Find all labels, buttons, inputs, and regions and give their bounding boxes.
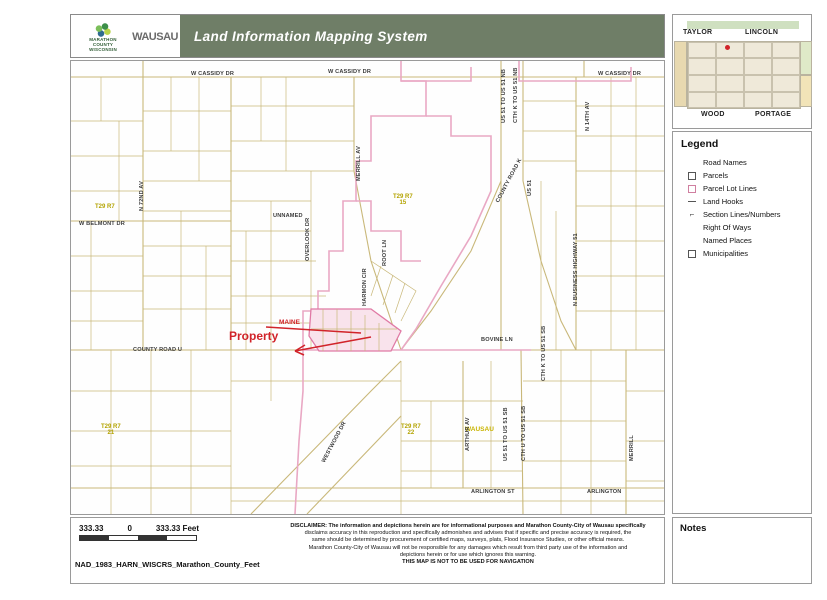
road-label-9: UNNAMED bbox=[273, 213, 303, 219]
named-places-symbol-icon bbox=[687, 236, 697, 246]
scale-seg-3 bbox=[138, 536, 167, 540]
scale-mid-value: 0 bbox=[127, 524, 132, 533]
road-label-10: US 51 TO US 51 NB bbox=[501, 68, 507, 123]
legend-label-right-of-ways: Right Of Ways bbox=[703, 223, 752, 232]
locator-cell bbox=[772, 75, 800, 92]
locator-label-portage: PORTAGE bbox=[755, 111, 792, 118]
locator-cell bbox=[716, 58, 744, 75]
legend-label-parcel-lot-lines: Parcel Lot Lines bbox=[703, 184, 757, 193]
locator-cell bbox=[688, 75, 716, 92]
locator-cell bbox=[772, 92, 800, 108]
locator-cell bbox=[744, 92, 772, 108]
disclaimer-line-2: disclaims accuracy in this reproduction and specifically admonishes and advises that if specific and precise accuracy is required, the bbox=[304, 530, 632, 537]
road-label-4: N 72ND AV bbox=[139, 181, 145, 211]
locator-label-wood: WOOD bbox=[701, 111, 725, 118]
wausau-logo-text: WAUSAU bbox=[132, 31, 178, 43]
road-label-15: N BUSINESS HIGHWAY 51 bbox=[573, 233, 579, 306]
locator-label-taylor: TAYLOR bbox=[683, 29, 713, 36]
township-label-3-line1: T29 R7 bbox=[101, 424, 121, 430]
page-title: Land Information Mapping System bbox=[194, 28, 428, 44]
scale-bar-group bbox=[77, 524, 272, 541]
locator-cell bbox=[772, 42, 800, 58]
legend-item-road-names bbox=[687, 156, 803, 169]
township-label-2-line1: T29 R7 bbox=[393, 194, 413, 200]
map-panel[interactable] bbox=[70, 60, 665, 515]
locator-cell bbox=[772, 58, 800, 75]
road-label-8: HARMON CIR bbox=[362, 268, 368, 306]
scale-bar bbox=[79, 535, 197, 541]
legend-panel bbox=[672, 131, 812, 514]
disclaimer-line-4: Marathon County-City of Wausau will not be responsible for any damages which result from third party use of the information and bbox=[308, 544, 628, 551]
notes-title: Notes bbox=[680, 523, 707, 534]
road-label-3: W BELMONT DR bbox=[79, 221, 125, 227]
locator-north-neighbor bbox=[687, 21, 799, 29]
notes-panel bbox=[672, 517, 812, 584]
leaf-logo-icon bbox=[93, 23, 113, 37]
legend-title: Legend bbox=[681, 138, 719, 150]
road-label-6: OVERLOOK DR bbox=[305, 217, 311, 261]
road-label-23: ARLINGTON ST bbox=[471, 489, 515, 495]
wausau-logo bbox=[133, 27, 177, 47]
locator-west-neighbor bbox=[674, 41, 687, 107]
property-annotation-label: Property bbox=[229, 329, 279, 343]
disclaimer-line-3: same should be determined by procurement of certified maps, surveys, plats, Flood Insurance Studies, or other official means. bbox=[311, 537, 625, 544]
road-label-21: WESTWOOD DR bbox=[321, 420, 348, 464]
legend-item-parcels bbox=[687, 169, 803, 182]
road-label-18: CTH K TO US 51 SB bbox=[541, 325, 547, 381]
road-label-13: COUNTY ROAD K bbox=[495, 157, 524, 204]
road-label-24: ARLINGTON bbox=[587, 489, 622, 495]
legend-label-road-names: Road Names bbox=[703, 158, 747, 167]
road-label-17: BOVINE LN bbox=[481, 337, 513, 343]
road-label-25: ARTHUR AV bbox=[465, 417, 471, 451]
legend-item-municipalities bbox=[687, 247, 803, 260]
marathon-county-logo bbox=[77, 19, 129, 55]
parcel-lot-lines-symbol-icon bbox=[687, 184, 697, 194]
township-label-4 bbox=[401, 424, 421, 436]
locator-cell bbox=[744, 75, 772, 92]
scale-left-value: 333.33 bbox=[79, 524, 104, 533]
road-label-2: W CASSIDY DR bbox=[598, 71, 642, 77]
logo-line-2: COUNTY bbox=[92, 41, 114, 47]
locator-cell bbox=[688, 58, 716, 75]
road-label-22: MERRILL bbox=[629, 435, 635, 461]
legend-label-parcels: Parcels bbox=[703, 171, 729, 180]
locator-cell bbox=[744, 58, 772, 75]
road-label-16: COUNTY ROAD U bbox=[133, 347, 183, 353]
locator-label-lincoln: LINCOLN bbox=[745, 29, 779, 36]
legend-label-land-hooks: Land Hooks bbox=[703, 197, 744, 206]
scale-seg-1 bbox=[80, 536, 109, 540]
scale-seg-4 bbox=[167, 536, 196, 540]
disclaimer-line-1: DISCLAIMER: The information and depictions herein are for informational purposes and Marathon County-City of Wausau specifically bbox=[290, 523, 646, 529]
township-label-3-line2: 21 bbox=[107, 430, 115, 436]
section-lines-symbol-icon: ⌐ bbox=[689, 209, 695, 219]
scale-seg-2 bbox=[109, 536, 138, 540]
locator-cell bbox=[716, 92, 744, 108]
navigation-warning: THIS MAP IS NOT TO BE USED FOR NAVIGATION bbox=[402, 559, 534, 566]
legend-item-right-of-ways bbox=[687, 221, 803, 234]
road-label-20: US 51 TO US 51 SB bbox=[503, 407, 509, 461]
road-label-19: CTH U TO US 51 SB bbox=[521, 405, 527, 461]
logo-line-3: WISCONSIN bbox=[89, 46, 117, 52]
road-label-12: CTH K TO US 51 NB bbox=[513, 67, 519, 123]
legend-item-section-lines bbox=[687, 208, 803, 221]
locator-cell bbox=[744, 42, 772, 58]
legend-label-section-lines: Section Lines/Numbers bbox=[703, 210, 781, 219]
land-hooks-symbol-icon bbox=[687, 197, 697, 207]
logo-line-1: MARATHON bbox=[89, 36, 117, 42]
disclaimer-text bbox=[276, 523, 660, 566]
road-label-5: MERRILL AV bbox=[356, 146, 362, 181]
locator-current-extent-marker bbox=[725, 45, 730, 50]
township-label-3 bbox=[101, 424, 121, 436]
header-title-band bbox=[180, 15, 664, 57]
locator-cell bbox=[716, 75, 744, 92]
road-label-11: US 51 bbox=[527, 179, 533, 196]
road-label-14: N 14TH AV bbox=[585, 101, 591, 131]
parcels-symbol-icon bbox=[687, 171, 697, 181]
city-label-wausau: WAUSAU bbox=[465, 426, 494, 433]
township-label-1 bbox=[95, 204, 115, 210]
municipalities-symbol-icon bbox=[687, 249, 697, 259]
township-label-2-line2: 15 bbox=[399, 200, 407, 206]
locator-cell bbox=[688, 92, 716, 108]
road-names-symbol-icon bbox=[687, 158, 697, 168]
scale-labels bbox=[79, 524, 199, 533]
locator-cell bbox=[716, 42, 744, 58]
locator-map-panel[interactable] bbox=[672, 14, 812, 129]
locator-county-grid bbox=[687, 41, 801, 109]
legend-item-land-hooks bbox=[687, 195, 803, 208]
locator-cell bbox=[688, 42, 716, 58]
legend-label-municipalities: Municipalities bbox=[703, 249, 749, 258]
road-label-0: W CASSIDY DR bbox=[191, 71, 235, 77]
road-label-1: W CASSIDY DR bbox=[328, 69, 372, 75]
legend-item-named-places bbox=[687, 234, 803, 247]
township-label-4-line2: 22 bbox=[407, 430, 415, 436]
maine-place-label: MAINE bbox=[279, 319, 300, 326]
app-header bbox=[70, 14, 665, 58]
township-label-4-line1: T29 R7 bbox=[401, 424, 421, 430]
scale-disclaimer-panel bbox=[70, 517, 665, 584]
legend-label-named-places: Named Places bbox=[703, 236, 752, 245]
township-label-1-line1: T29 R7 bbox=[95, 204, 115, 210]
road-label-7: ROOT LN bbox=[382, 239, 388, 266]
right-of-ways-symbol-icon bbox=[687, 223, 697, 233]
coordinate-system-label: NAD_1983_HARN_WISCRS_Marathon_County_Feet bbox=[75, 560, 260, 569]
legend-item-parcel-lot-lines bbox=[687, 182, 803, 195]
township-label-2 bbox=[393, 194, 413, 206]
scale-right-value: 333.33 Feet bbox=[155, 524, 199, 533]
disclaimer-line-5: depictions herein or for use which ignores this warning. bbox=[399, 551, 537, 558]
